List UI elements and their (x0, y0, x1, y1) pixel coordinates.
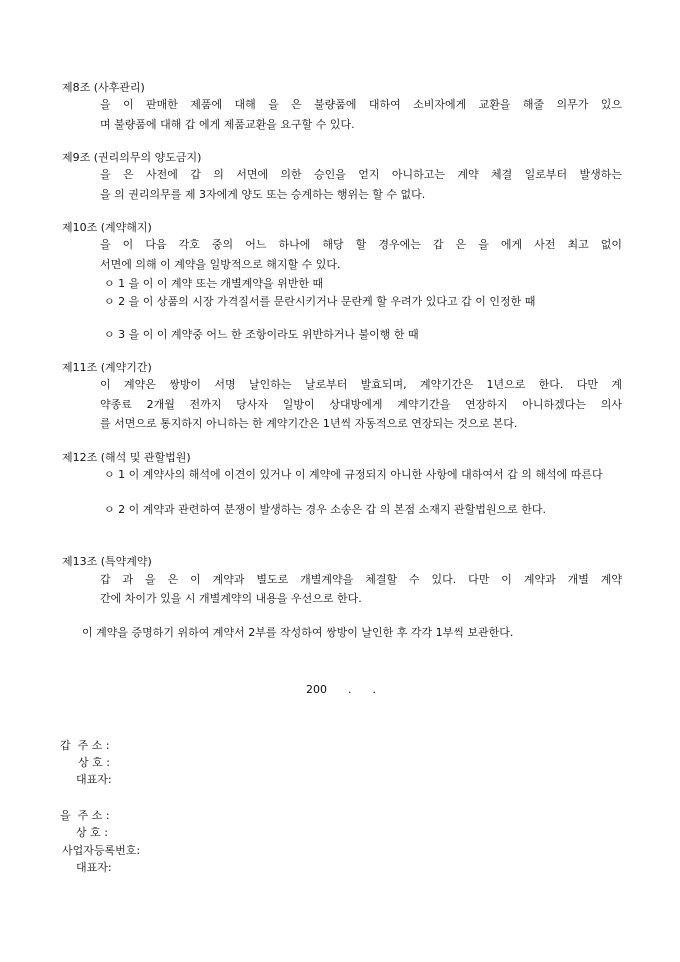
article-10-item-1: ㅇ 1 을 이 이 계약 또는 개별계약을 위반한 때 (104, 277, 324, 290)
article-10-title: 제10조 (계약해지) (62, 221, 152, 234)
party-b-address-label: 을 주 소 : (60, 809, 110, 822)
article-12-item-1: ㅇ 1 이 계약사의 해석에 이견이 있거나 이 계약에 규정되지 아니한 사항에 대하여서 갑 의 해석에 따른다 (104, 468, 603, 481)
article-8-title: 제8조 (사후관리) (62, 81, 145, 94)
article-13-line-1: 갑 과 을 은 이 계약과 별도로 개별계약을 체결할 수 있다. 다만 이 계약과 개별 계약 (100, 573, 622, 586)
article-13-line-2: 간에 차이가 있을 시 개별계약의 내용을 우선으로 한다. (100, 592, 362, 605)
article-13-title: 제13조 (특약계약) (62, 555, 152, 568)
article-8-line-2: 며 불량품에 대해 갑 에게 제품교환을 요구할 수 있다. (100, 118, 355, 131)
party-b-rep-label: 대표자: (76, 861, 112, 874)
article-10-item-3: ㅇ 3 을 이 이 계약중 어느 한 조항이라도 위반하거나 불이행 한 때 (104, 328, 419, 341)
article-12-title: 제12조 (해석 및 관할법원) (62, 451, 191, 464)
article-11-title: 제11조 (계약기간) (62, 361, 152, 374)
party-a-name-label: 상 호 : (78, 756, 110, 769)
article-12-item-2: ㅇ 2 이 계약과 관련하여 분쟁이 발생하는 경우 소송은 갑 의 본점 소재지 관할법원으로 한다. (104, 503, 546, 516)
article-9-title: 제9조 (권리의무의 양도금지) (62, 151, 202, 164)
party-a-rep-label: 대표자: (76, 773, 112, 786)
party-a-address-label: 갑 주 소 : (60, 739, 110, 752)
article-11-line-1: 이 계약은 쌍방이 서명 날인하는 날로부터 발효되며, 계약기간은 1년으로 한다. 다만 계 (100, 378, 622, 391)
article-11-line-2: 약종료 2개월 전까지 당사자 일방이 상대방에게 계약기간을 연장하지 아니하겠다는 의사 (100, 398, 622, 411)
article-10-line-2: 서면에 의해 이 계약을 일방적으로 해지할 수 있다. (100, 258, 341, 271)
party-b-bizno-label: 사업자등록번호: (62, 844, 141, 857)
closing-statement: 이 계약을 증명하기 위하여 계약서 2부를 작성하여 쌍방이 날인한 후 각각 1부씩 보관한다. (82, 626, 514, 639)
article-8-line-1: 을 이 판매한 제품에 대해 을 은 불량품에 대하여 소비자에게 교환을 해줄 의무가 있으 (100, 98, 622, 111)
article-10-item-2: ㅇ 2 을 이 상품의 시장 가격질서를 문란시키거나 문란케 할 우려가 있다고 갑 이 인정한 때 (104, 295, 536, 308)
contract-date: 200 . . (306, 683, 376, 696)
article-9-line-1: 을 은 사전에 갑 의 서면에 의한 승인을 얻지 아니하고는 계약 체결 일로부터 발생하는 (100, 168, 622, 181)
article-9-line-2: 을 의 권리의무를 제 3자에게 양도 또는 승계하는 행위는 할 수 없다. (100, 188, 426, 201)
party-b-name-label: 상 호 : (76, 826, 108, 839)
article-10-line-1: 을 이 다음 각호 중의 어느 하나에 해당 할 경우에는 갑 은 을 에게 사전 최고 없이 (100, 238, 622, 251)
article-11-line-3: 를 서면으로 통지하지 아니하는 한 계약기간은 1년씩 자동적으로 연장되는 것으로 본다. (100, 417, 518, 430)
